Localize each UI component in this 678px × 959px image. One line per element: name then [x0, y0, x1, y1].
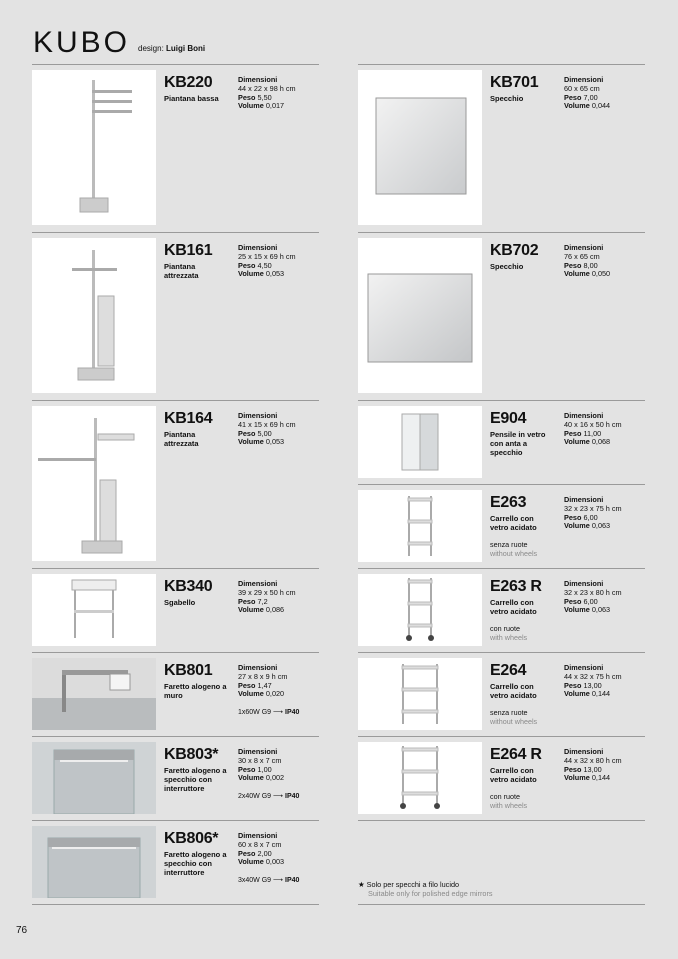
divider — [358, 400, 645, 401]
product-name: Sgabello — [164, 598, 196, 607]
product-name: Carrello con vetro acidato — [490, 766, 537, 784]
product-name: Carrello con vetro acidato — [490, 514, 537, 532]
product-specs: Dimensioni 60 x 65 cm Peso 7,00 Volume 0,044 — [564, 75, 611, 111]
product-image-kb803[interactable] — [32, 742, 156, 814]
product-code: KB161 — [164, 242, 213, 259]
power-rating: 3x40W G9 ⟶ IP40 — [238, 877, 300, 884]
product-name: Faretto alogeno a specchio con interruttore — [164, 850, 227, 877]
product-name: Specchio — [490, 94, 524, 103]
product-image-kb164[interactable] — [32, 406, 156, 561]
product-name: Faretto alogeno a specchio con interruttore — [164, 766, 227, 793]
product-name: Specchio — [490, 262, 524, 271]
divider — [358, 652, 645, 653]
divider — [358, 568, 645, 569]
product-specs: Dimensioni 39 x 29 x 50 h cm Peso 7,2 Volume 0,086 — [238, 579, 296, 615]
divider — [358, 484, 645, 485]
product-image-e263[interactable] — [358, 490, 482, 562]
product-code: KB340 — [164, 578, 213, 595]
page-number: 76 — [16, 925, 28, 936]
product-image-kb702[interactable] — [358, 238, 482, 393]
star-icon: ★ — [358, 880, 365, 889]
product-specs: Dimensioni 32 x 23 x 75 h cm Peso 6,00 Volume 0,063 — [564, 495, 622, 531]
designer-credit: design: Luigi Boni — [138, 44, 206, 53]
divider — [358, 904, 645, 905]
divider — [32, 904, 319, 905]
product-code: KB164 — [164, 410, 213, 427]
product-image-kb220[interactable] — [32, 70, 156, 225]
product-code: E263 R — [490, 578, 542, 595]
product-specs: Dimensioni 30 x 8 x 7 cm Peso 1,00 Volume 0,002 — [238, 747, 285, 783]
product-image-kb161[interactable] — [32, 238, 156, 393]
divider — [358, 232, 645, 233]
product-specs: Dimensioni 44 x 32 x 75 h cm Peso 13,00 Volume 0,144 — [564, 663, 622, 699]
divider — [358, 64, 645, 65]
divider — [32, 652, 319, 653]
product-specs: Dimensioni 44 x 22 x 98 h cm Peso 5,50 Volume 0,017 — [238, 75, 296, 111]
brand-logo: KUBO — [33, 26, 131, 59]
product-specs: Dimensioni 76 x 65 cm Peso 8,00 Volume 0,050 — [564, 243, 611, 279]
divider — [358, 820, 645, 821]
footnote: ★ Solo per specchi a filo lucido Suitable only for polished edge mirrors — [358, 880, 493, 898]
product-code: KB702 — [490, 242, 539, 259]
product-specs: Dimensioni 40 x 16 x 50 h cm Peso 11,00 Volume 0,068 — [564, 411, 622, 447]
product-image-kb340[interactable] — [32, 574, 156, 646]
product-image-kb701[interactable] — [358, 70, 482, 225]
bulb-arrow-icon: ⟶ — [273, 877, 284, 884]
product-name: Piantana attrezzata — [164, 430, 199, 448]
product-code: E264 — [490, 662, 527, 679]
divider — [32, 736, 319, 737]
divider — [32, 232, 319, 233]
bulb-arrow-icon: ⟶ — [273, 793, 284, 800]
divider — [32, 820, 319, 821]
wheels-note: senza ruote without wheels — [490, 708, 538, 726]
product-code: E904 — [490, 410, 527, 427]
power-rating: 2x40W G9 ⟶ IP40 — [238, 793, 300, 800]
product-specs: Dimensioni 60 x 8 x 7 cm Peso 2,00 Volume 0,003 — [238, 831, 285, 867]
product-specs: Dimensioni 32 x 23 x 80 h cm Peso 6,00 Volume 0,063 — [564, 579, 622, 615]
product-image-e904[interactable] — [358, 406, 482, 478]
wheels-note: senza ruote without wheels — [490, 540, 538, 558]
wheels-note: con ruote with wheels — [490, 624, 528, 642]
power-rating: 1x60W G9 ⟶ IP40 — [238, 709, 300, 716]
product-code: E264 R — [490, 746, 542, 763]
wheels-note: con ruote with wheels — [490, 792, 528, 810]
divider — [32, 568, 319, 569]
product-name: Carrello con vetro acidato — [490, 682, 537, 700]
product-image-kb801[interactable] — [32, 658, 156, 730]
product-code: KB806* — [164, 830, 219, 847]
divider — [32, 64, 319, 65]
bulb-arrow-icon: ⟶ — [273, 709, 284, 716]
product-specs: Dimensioni 41 x 15 x 69 h cm Peso 5,00 Volume 0,053 — [238, 411, 296, 447]
product-image-e264r[interactable] — [358, 742, 482, 814]
product-name: Piantana bassa — [164, 94, 219, 103]
product-code: KB803* — [164, 746, 219, 763]
product-specs: Dimensioni 27 x 8 x 9 h cm Peso 1,47 Volume 0,020 — [238, 663, 288, 699]
product-name: Pensile in vetro con anta a specchio — [490, 430, 546, 457]
product-image-e263r[interactable] — [358, 574, 482, 646]
product-name: Piantana attrezzata — [164, 262, 199, 280]
divider — [32, 400, 319, 401]
divider — [358, 736, 645, 737]
product-name: Faretto alogeno a muro — [164, 682, 227, 700]
product-image-e264[interactable] — [358, 658, 482, 730]
product-specs: Dimensioni 44 x 32 x 80 h cm Peso 13,00 Volume 0,144 — [564, 747, 622, 783]
product-specs: Dimensioni 25 x 15 x 69 h cm Peso 4,50 Volume 0,053 — [238, 243, 296, 279]
product-code: KB801 — [164, 662, 213, 679]
product-code: E263 — [490, 494, 527, 511]
product-code: KB220 — [164, 74, 213, 91]
product-code: KB701 — [490, 74, 539, 91]
product-name: Carrello con vetro acidato — [490, 598, 537, 616]
product-image-kb806[interactable] — [32, 826, 156, 898]
